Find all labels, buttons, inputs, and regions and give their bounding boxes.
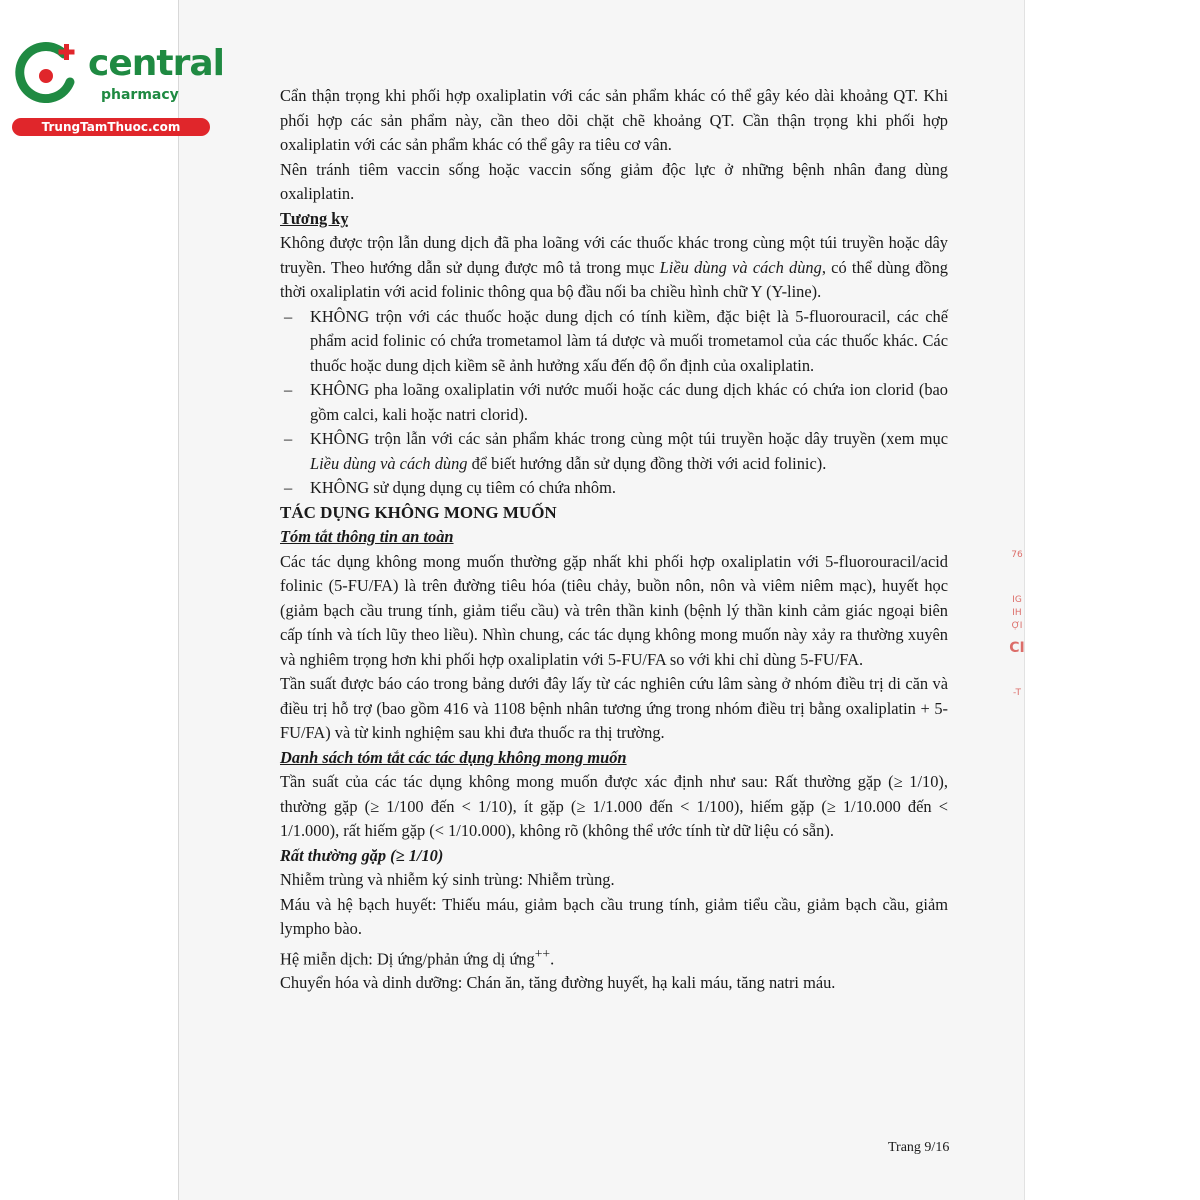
paragraph-incompatibility-text-b: , có thể dùng đồng thời oxaliplatin với acid folinic thông qua bộ đầu nối ba chiều hình chữ Y (Y-line). <box>280 257 948 301</box>
stamp-fragment: 76 <box>1011 550 1023 560</box>
dash-bullet: – <box>284 380 293 399</box>
paragraph-frequency-def: Tần suất của các tác dụng không mong muốn được xác định như sau: Rất thường gặp (≥ 1/10), thường gặp (≥ 1/100 đến < 1/10), ít gặp (≥ 1/1.000 đến < 1/100), hiếm gặp (≥ 1/10.000 đến < 1/1.000), rất hiếm gặp (< 1/10.000), không rõ (không thể ước tính từ dữ liệu có sẵn). <box>280 772 948 840</box>
paragraph-incompatibility-ref: Liều dùng và cách dùng <box>659 257 822 277</box>
list-item-text-a: KHÔNG trộn lẫn với các sản phẩm khác trong cùng một túi truyền hoặc dây truyền (xem mục <box>310 429 948 448</box>
list-item <box>280 427 948 476</box>
paragraph-frequency-source: Tần suất được báo cáo trong bảng dưới đây lấy từ các nghiên cứu lâm sàng ở nhóm điều trị di căn và điều trị hỗ trợ (bao gồm 416 và 1108 bệnh nhân tương ứng trong nhóm điều trị bằng oxaliplatin + 5-FU/FA) và từ kinh nghiệm sau khi đưa thuốc ra thị trường. <box>280 674 948 742</box>
line-infection: Nhiễm trùng và nhiễm ký sinh trùng: Nhiễm trùng. <box>280 870 615 889</box>
line-immune-text: Hệ miễn dịch: Dị ứng/phản ứng dị ứng <box>280 948 535 968</box>
heading-tac-dung: TÁC DỤNG KHÔNG MONG MUỐN <box>280 502 557 522</box>
line-immune-end: . <box>550 948 555 968</box>
list-item <box>280 378 948 427</box>
line-blood: Máu và hệ bạch huyết: Thiếu máu, giảm bạch cầu trung tính, giảm tiểu cầu, giảm bạch cầu, giảm lympho bào. <box>280 894 948 938</box>
dash-bullet: – <box>284 306 293 326</box>
paragraph-incompatibility <box>280 231 948 305</box>
list-item-text: KHÔNG trộn với các thuốc hoặc dung dịch có tính kiềm, đặc biệt là 5-fluorouracil, các chế phẩm acid folinic có chứa trometamol làm tá dược và muối trometamol của các thuốc khác. Các thuốc hoặc dung dịch kiềm sẽ ảnh hưởng xấu đến độ ổn định của oxaliplatin. <box>310 306 948 375</box>
list-item <box>280 476 948 501</box>
paragraph-qt: Cẩn thận trọng khi phối hợp oxaliplatin với các sản phẩm khác có thể gây kéo dài khoảng QT. Khi phối hợp các sản phẩm này, cần theo dõi chặt chẽ khoảng QT. Cần thận trọng khi phối hợp oxaliplatin với các sản phẩm khác có thể gây ra tiêu cơ vân. <box>280 86 948 154</box>
stamp-fragment: -T <box>1013 688 1021 698</box>
list-item <box>280 305 948 379</box>
logo-sub-text: pharmacy <box>101 87 179 103</box>
paragraph-safety-summary: Các tác dụng không mong muốn thường gặp nhất khi phối hợp oxaliplatin với 5-fluorouracil/acid folinic (5-FU/FA) là trên đường tiêu hóa (tiêu chảy, buồn nôn, nôn và viêm niêm mạc), huyết học (giảm bạch cầu trung tính, giảm tiểu cầu) và trên thần kinh (bệnh lý thần kinh cảm giác ngoại biên cấp tính và tích lũy theo liều). Nhìn chung, các tác dụng không mong muốn này xảy ra thường xuyên và nghiêm trọng hơn khi phối hợp oxaliplatin với 5-FU/FA so với khi chỉ dùng 5-FU/FA. <box>280 551 948 669</box>
line-immune <box>280 942 948 972</box>
stamp-fragment: IH <box>1012 608 1022 618</box>
logo-ring-icon <box>12 40 80 108</box>
stamp-fragment: ỢI <box>1011 621 1023 631</box>
paragraph-vaccine: Nên tránh tiêm vaccin sống hoặc vaccin sống giảm độc lực ở những bệnh nhân đang dùng oxaliplatin. <box>280 159 948 203</box>
dash-bullet: – <box>284 429 293 448</box>
heading-tuong-ky: Tương kỵ <box>280 208 349 228</box>
dash-bullet: – <box>284 478 293 497</box>
incompatibility-list <box>280 305 948 501</box>
logo-brand-text: central <box>88 43 224 84</box>
line-metabolism: Chuyển hóa và dinh dưỡng: Chán ăn, tăng đường huyết, hạ kali máu, tăng natri máu. <box>280 973 836 993</box>
logo-site-badge: TrungTamThuoc.com <box>12 118 210 136</box>
list-item-ref: Liều dùng và cách dùng <box>310 453 468 473</box>
list-item-text: KHÔNG sử dụng dụng cụ tiêm có chứa nhôm. <box>310 478 616 497</box>
line-immune-sup: ++ <box>534 945 551 961</box>
central-pharmacy-logo[interactable] <box>12 38 224 138</box>
heading-danh-sach: Danh sách tóm tắt các tác dụng không mong muốn <box>280 747 627 767</box>
list-item-text-b: để biết hướng dẫn sử dụng đồng thời với acid folinic). <box>467 453 827 473</box>
document-body <box>280 84 948 996</box>
stamp-fragment: IG <box>1012 595 1022 605</box>
heading-rat-thuong-gap: Rất thường gặp (≥ 1/10) <box>280 845 444 865</box>
heading-tom-tat: Tóm tắt thông tin an toàn <box>280 527 454 546</box>
list-item-text: KHÔNG pha loãng oxaliplatin với nước muối hoặc các dung dịch khác có chứa ion clorid (bao gồm calci, kali hoặc natri clorid). <box>310 380 948 424</box>
paragraph-incompatibility-text-a: Không được trộn lẫn dung dịch đã pha loãng với các thuốc khác trong cùng một túi truyền hoặc dây truyền. Theo hướng dẫn sử dụng được mô tả trong mục <box>280 233 948 277</box>
stamp-fragment: CI <box>1009 640 1025 656</box>
page-number: Trang 9/16 <box>888 1140 950 1155</box>
